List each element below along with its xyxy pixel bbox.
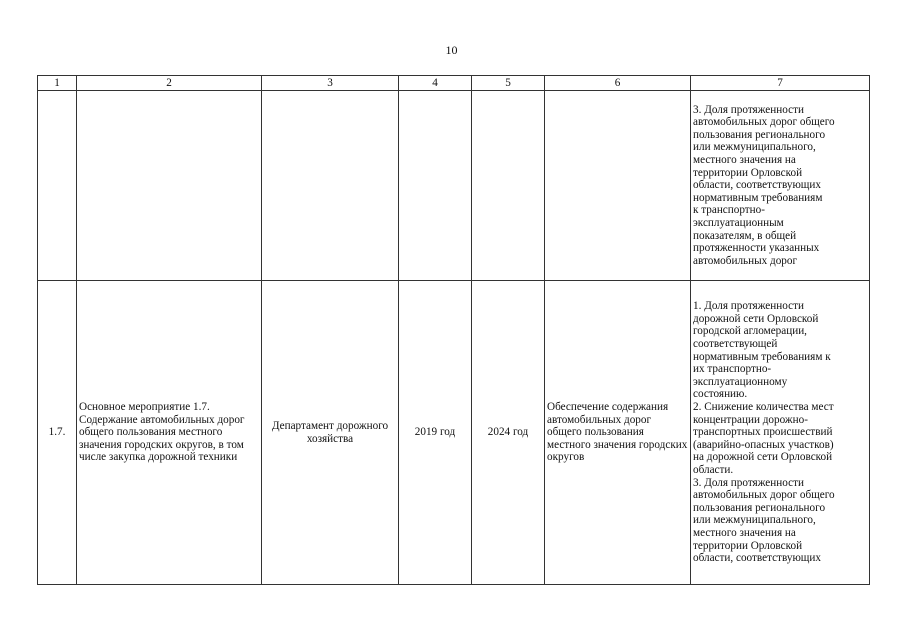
- table-row: [38, 91, 870, 281]
- responsible-cell: [262, 281, 399, 585]
- responsible-text: Департамент дорожного хозяйства: [271, 419, 389, 445]
- page-number: 10: [445, 43, 458, 57]
- end-year-cell: 2024 год: [472, 281, 545, 585]
- result-cell: [545, 91, 691, 281]
- row-number-cell: 1.7.: [38, 281, 77, 585]
- column-header-4: 4: [399, 76, 472, 91]
- column-header-2: 2: [77, 76, 262, 91]
- row-number-cell: [38, 91, 77, 281]
- indicators-text: 1. Доля протяженности дорожной сети Орловской городской агломерации, соответствующей нормативным требованиям к их транспортно- эксплуатационному состоянию. 2. Снижение количества мест концентрации дорожно- транспортных происшествий (аварийно-опасных участков) на дорожной сети Орловской области. 3. Доля протяженности автомобильных дорог общего пользования регионального или межмуниципального, местного значения на территории Орловской области, соответствующих: [693, 300, 835, 565]
- responsible-cell: [262, 91, 399, 281]
- indicators-cell: [691, 281, 870, 585]
- activity-cell: [77, 91, 262, 281]
- result-text: Обеспечение содержания автомобильных дорог общего пользования местного значения городских округов: [547, 401, 688, 464]
- start-year-cell: [399, 91, 472, 281]
- activity-text: Основное мероприятие 1.7. Содержание автомобильных дорог общего пользования местного значения городских округов, в том числе закупка дорожной техники: [79, 401, 245, 464]
- column-header-6: 6: [545, 76, 691, 91]
- start-year-cell: 2019 год: [399, 281, 472, 585]
- header-row: [38, 76, 870, 91]
- indicators-text: 3. Доля протяженности автомобильных дорог общего пользования регионального или межмуниципального, местного значения на территории Орловской области, соответствующих нормативным требованиям к транспортно- эксплуатационным показателям, в общей протяженности указанных автомобильных дорог: [693, 103, 835, 267]
- document-table: [37, 75, 870, 585]
- column-header-3: 3: [262, 76, 399, 91]
- indicators-cell: [691, 91, 870, 281]
- column-header-1: 1: [38, 76, 77, 91]
- activity-cell: [77, 281, 262, 585]
- table-row: [38, 281, 870, 585]
- column-header-5: 5: [472, 76, 545, 91]
- result-cell: [545, 281, 691, 585]
- column-header-7: 7: [691, 76, 870, 91]
- end-year-cell: [472, 91, 545, 281]
